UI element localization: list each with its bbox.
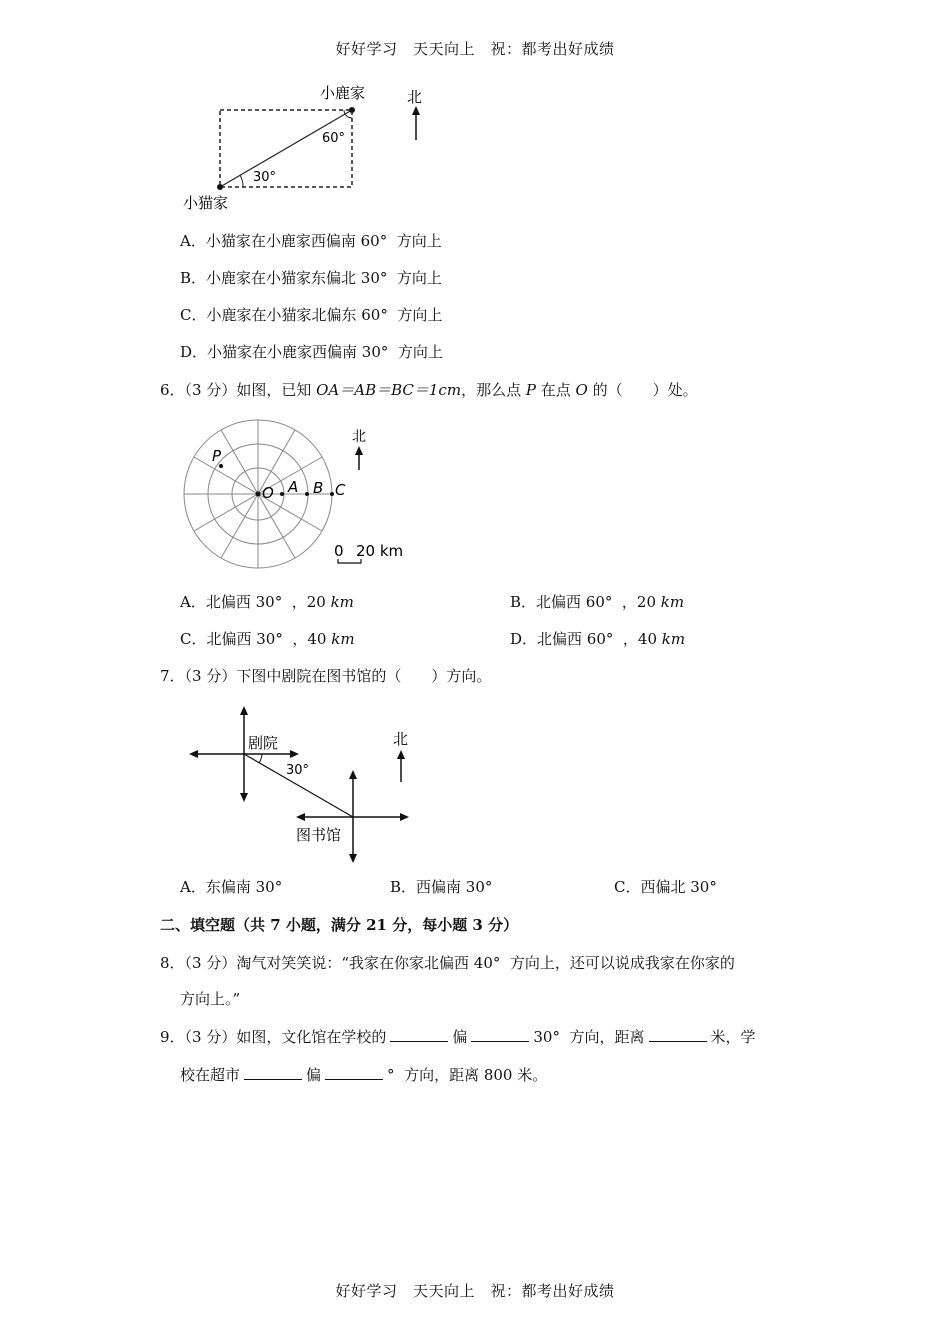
page-footer: 好好学习 天天向上 祝：都考出好成绩: [335, 1282, 615, 1300]
point-b-label: B: [313, 479, 324, 497]
north-label: 北: [393, 730, 409, 748]
polar-radial-line: [221, 494, 258, 558]
polar-radial-line: [258, 494, 295, 558]
point-o-dot: [256, 492, 261, 497]
q9-blank-1[interactable]: [390, 1027, 448, 1042]
page-header: 好好学习 天天向上 祝：都考出好成绩: [335, 40, 615, 58]
q8-line2: 方向上。”: [180, 990, 241, 1008]
cat-home-label: 小猫家: [183, 194, 229, 212]
q6-option-c[interactable]: C．北偏西 30° ，40 km: [180, 630, 355, 648]
point-b-dot: [305, 492, 309, 496]
q9-blank-3[interactable]: [649, 1027, 707, 1042]
q9-blank-4[interactable]: [244, 1065, 302, 1080]
library-label: 图书馆: [296, 826, 342, 844]
q6-stem: 6．（3 分）如图，已知 OA＝AB＝BC＝1cm，那么点 P 在点 O 的（ ）处。: [160, 381, 698, 399]
q9-line2: 校在超市 偏 ° 方向，距离 800 米。: [180, 1066, 548, 1084]
north-label: 北: [407, 88, 423, 106]
angle-30-label: 30°: [253, 170, 277, 185]
q8-line1: 8．（3 分）淘气对笑笑说：“我家在你家北偏西 40° 方向上，还可以说成我家在你家的: [160, 954, 735, 972]
point-o-label: O: [262, 484, 274, 502]
q9-blank-2[interactable]: [471, 1027, 529, 1042]
theater-label: 剧院: [248, 734, 279, 752]
q9-blank-5[interactable]: [325, 1065, 383, 1080]
q6-option-d[interactable]: D．北偏西 60° ，40 km: [510, 630, 686, 648]
q7-option-b[interactable]: B．西偏南 30°: [390, 878, 493, 896]
deer-home-dot: [349, 107, 355, 113]
q5-option-c[interactable]: C．小鹿家在小猫家北偏东 60° 方向上: [180, 306, 443, 324]
angle-arc-bottom: [240, 175, 243, 187]
point-a-dot: [280, 492, 284, 496]
q5-option-b[interactable]: B．小鹿家在小猫家东偏北 30° 方向上: [180, 269, 442, 287]
angle-arc: [259, 754, 262, 763]
q7-stem: 7．（3 分）下图中剧院在图书馆的（ ）方向。: [160, 667, 492, 685]
q7-option-a[interactable]: A．东偏南 30°: [180, 878, 283, 896]
angle-label: 30°: [286, 763, 310, 778]
point-p-label: P: [212, 447, 222, 465]
q5-figure: [175, 80, 455, 220]
polar-radial-line: [194, 494, 258, 531]
cat-home-dot: [217, 184, 223, 190]
point-c-dot: [330, 492, 334, 496]
scale-zero-label: 0: [334, 542, 344, 560]
q6-option-a[interactable]: A．北偏西 30° ，20 km: [180, 593, 354, 611]
q5-option-d[interactable]: D．小猫家在小鹿家西偏南 30° 方向上: [180, 343, 443, 361]
angle-60-label: 60°: [322, 131, 346, 146]
q7-option-c[interactable]: C．西偏北 30°: [614, 878, 717, 896]
point-c-label: C: [335, 481, 346, 499]
q9-line1: 9．（3 分）如图，文化馆在学校的 偏 30° 方向，距离 米，学: [160, 1028, 756, 1046]
q5-option-a[interactable]: A．小猫家在小鹿家西偏南 60° 方向上: [180, 232, 442, 250]
deer-home-label: 小鹿家: [320, 84, 366, 102]
q6-option-b[interactable]: B．北偏西 60° ，20 km: [510, 593, 685, 611]
q6-figure: [182, 418, 422, 573]
section-2-heading: 二、填空题（共 7 小题，满分 21 分，每小题 3 分）: [160, 916, 519, 934]
polar-radial-line: [221, 430, 258, 494]
q7-figure: [185, 704, 425, 869]
north-label: 北: [352, 429, 366, 445]
point-a-label: A: [288, 478, 299, 496]
polar-radial-line: [194, 457, 258, 494]
scale-value-label: 20 km: [356, 542, 404, 560]
